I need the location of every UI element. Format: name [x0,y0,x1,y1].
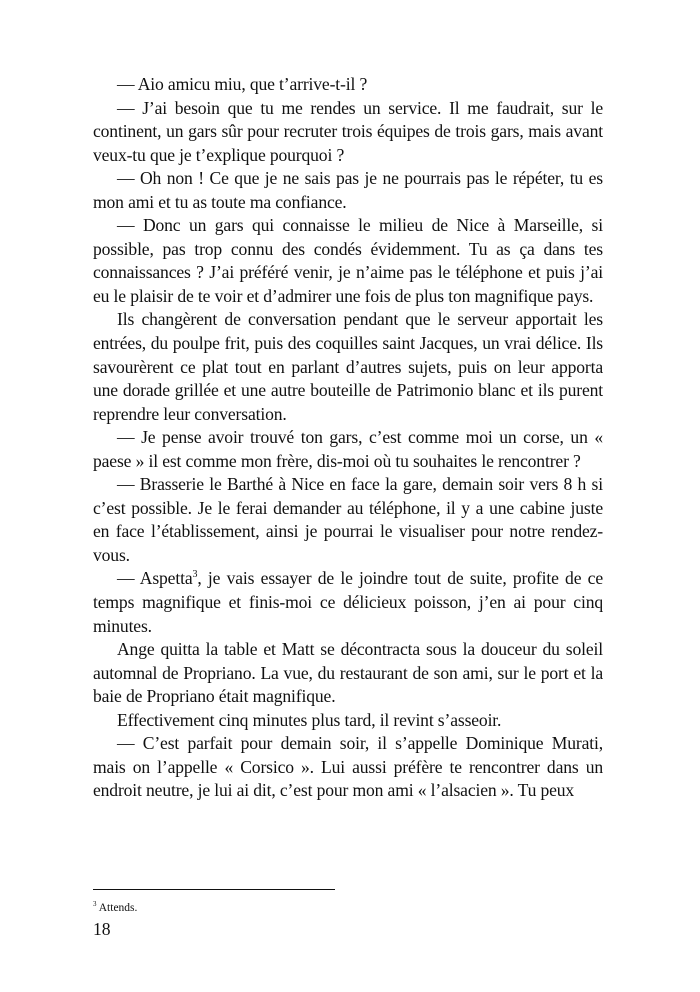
paragraph-10: Effectivement cinq minutes plus tard, il revint s’asseoir. [117,709,502,730]
paragraph-1: — Aio amicu miu, que t’arrive-t-il ? [117,74,368,94]
footnote [93,901,137,915]
paragraph-6: — Je pense avoir trouvé ton gars, c’est comme moi un corse, un « paese » il est comme mon frère, dis-moi où tu souhaites le rencontrer ? [93,427,603,471]
paragraph-11: — C’est parfait pour demain soir, il s’appelle Dominique Murati, mais on l’appelle « Corsico ». Lui aussi préfère te rencontrer dans un endroit neutre, je lui ai dit, c’est pour mon ami « l’alsacien ». Tu peux [93,733,603,801]
paragraph-5: Ils changèrent de conversation pendant que le serveur apportait les entrées, du poulpe frit, puis des coquilles saint Jacques, un vrai délice. Ils savourèrent ce plat tout en parlant d’autres sujets, puis on leur apporta une dorade grillée et une autre bouteille de Patrimonio blanc et ils purent reprendre leur conversation. [93,309,603,424]
footnote-number: 3 [93,900,97,909]
aspetta-word: — Aspetta [117,568,193,589]
body-text [93,73,603,803]
paragraph-7: — Brasserie le Barthé à Nice en face la gare, demain soir vers 8 h si c’est possible. Je le ferai demander au téléphone, il y a une cabine juste en face l’établissement, ainsi je pourrai le visualiser pour notre rendez-vous. [93,474,603,565]
footnote-divider [93,889,335,890]
paragraph-9: Ange quitta la table et Matt se décontracta sous la douceur du soleil automnal de Propriano. La vue, du restaurant de son ami, sur le port et la baie de Propriano était magnifique. [93,639,603,707]
paragraph-3: — Oh non ! Ce que je ne sais pas je ne pourrais pas le répéter, tu es mon ami et tu as toute ma confiance. [93,168,603,212]
aspetta-rest: , je vais essayer de le joindre tout de suite, profite de ce temps magnifique et finis-moi ce délicieux poisson, j’en ai pour cinq minutes. [93,568,603,636]
page-number: 18 [93,919,111,939]
paragraph-2: — J’ai besoin que tu me rendes un service. Il me faudrait, sur le continent, un gars sûr pour recruter trois équipes de trois gars, mais avant veux-tu que je t’explique pourquoi ? [93,97,603,165]
paragraph-8 [93,567,603,638]
paragraph-4: — Donc un gars qui connaisse le milieu de Nice à Marseille, si possible, pas trop connu des condés évidemment. Tu as ça dans tes connaissances ? J’ai préféré venir, je n’aime pas le téléphone et puis j’ai eu le plaisir de te voir et d’admirer une fois de plus ton magnifique pays. [93,215,603,306]
footnote-text: Attends. [98,902,138,914]
footnote-reference: 3 [192,569,198,581]
